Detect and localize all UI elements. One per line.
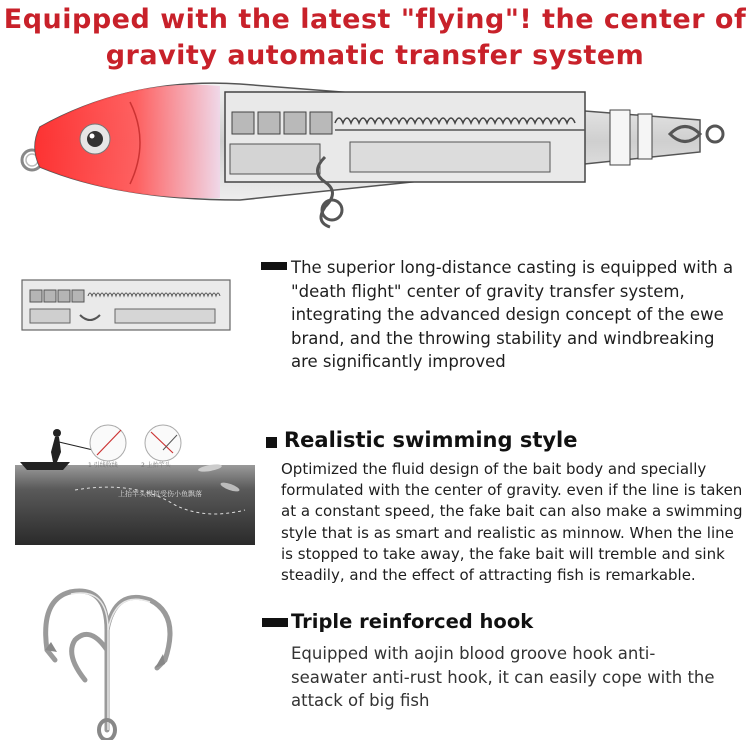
bullet-dash <box>261 262 287 270</box>
diagram-swim-caption: 上抬竿头模拟受伤小鱼飘落 <box>118 490 202 498</box>
diagram-step-2-label: 2 上抬竿头 <box>141 462 171 469</box>
fishing-diagram <box>15 420 255 545</box>
diagram-step-1-label: 1 引线收线 <box>88 462 118 469</box>
lure-thumbnail <box>20 275 235 340</box>
section-2-description: Optimized the fluid design of the bait body and specially formulated with the center of gravity. even if the line is taken at a constant speed, the fake bait can also make a swimming style that is as smart and realistic as minnow. When the line is stopped to take away, the fake bait will tremble and sink steadily, and the effect of attracting fish is remarkable. <box>281 460 743 585</box>
headline-line-1: Equipped with the latest "flying"! the center of <box>3 4 747 35</box>
section-3-title: Triple reinforced hook <box>291 610 534 633</box>
section-1-description: The superior long-distance casting is equipped with a "death flight" center of gravity transfer system, integrating the advanced design concept of the ewe brand, and the throwing stability and windbreaking are significantly improved <box>291 258 734 372</box>
lure-cutaway-illustration <box>10 72 740 232</box>
section-3-description: Equipped with aojin blood groove hook anti-seawater anti-rust hook, it can easily cope with the attack of big fish <box>291 644 715 710</box>
treble-hook <box>15 580 200 740</box>
bullet-dash <box>262 618 288 627</box>
section-2-title: Realistic swimming style <box>284 428 578 452</box>
headline-line-2: gravity automatic transfer system <box>105 40 645 71</box>
bullet-square <box>266 437 277 448</box>
